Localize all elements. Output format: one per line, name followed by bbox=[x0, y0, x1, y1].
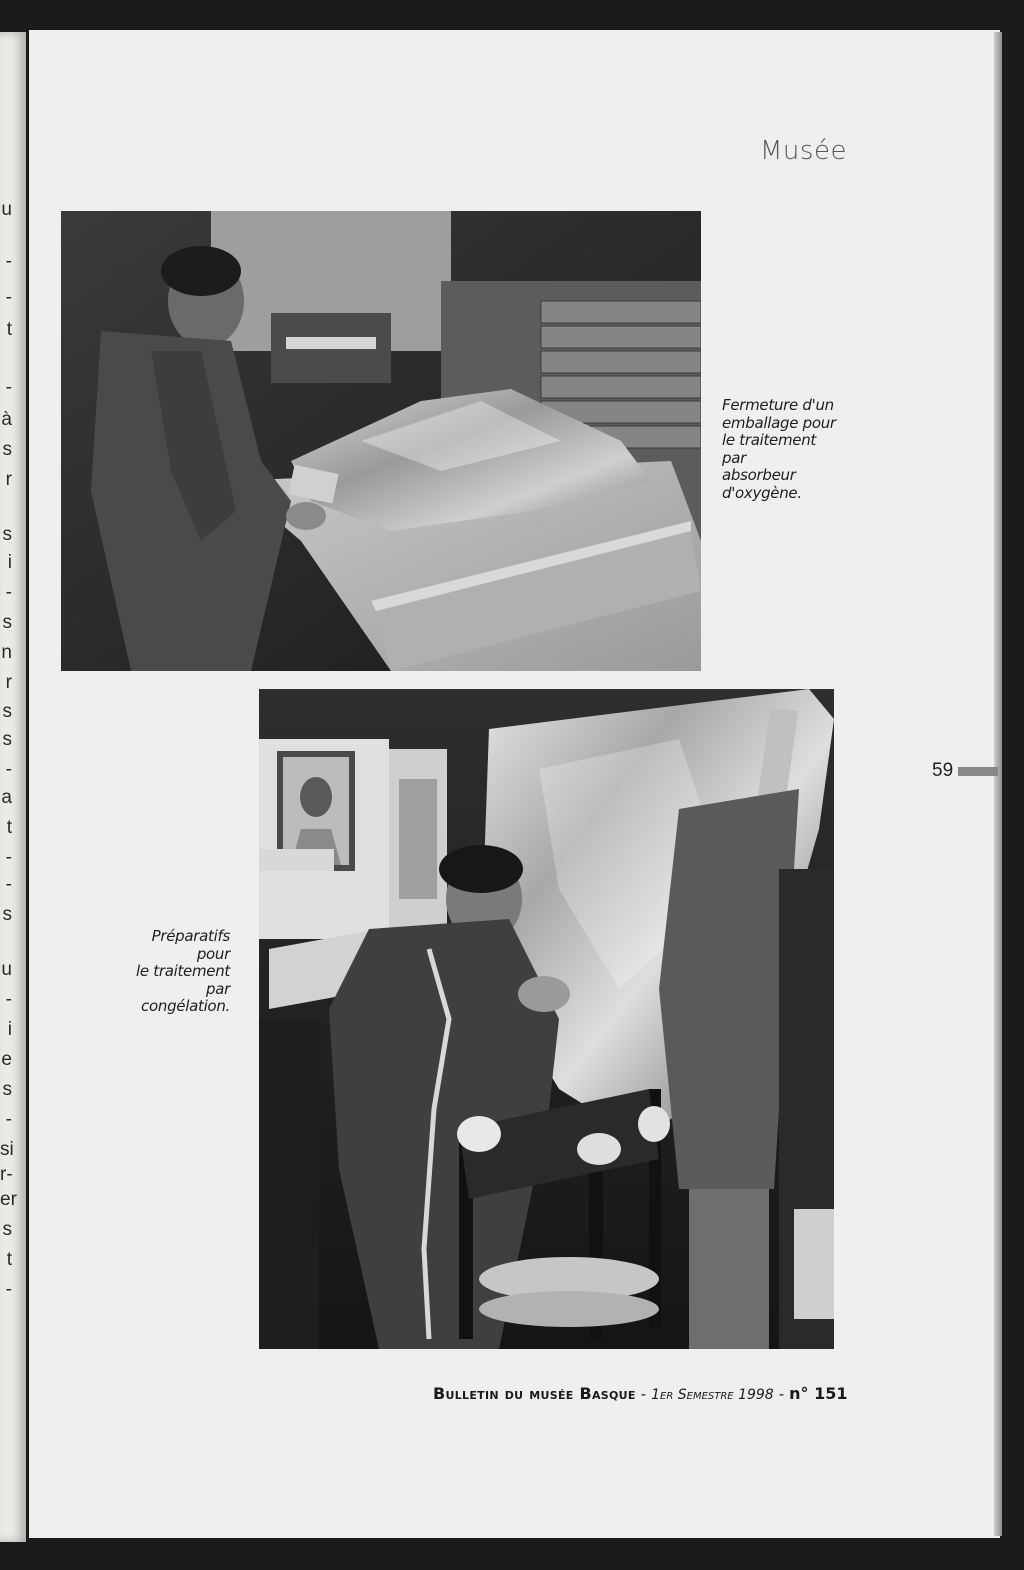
prev-page-glyph: - bbox=[5, 582, 12, 603]
footer-separator: - bbox=[640, 1385, 647, 1403]
footer-separator: - bbox=[778, 1385, 785, 1403]
prev-page-glyph: t bbox=[6, 817, 12, 838]
caption-line: Préparatifs bbox=[151, 927, 230, 945]
section-title: Musée bbox=[760, 136, 847, 166]
prev-page-glyph: si bbox=[0, 1139, 14, 1160]
prev-page-glyph: n bbox=[1, 642, 12, 663]
prev-page-glyph: e bbox=[1, 1049, 12, 1070]
footer-running-title bbox=[433, 1384, 847, 1403]
prev-page-glyph: t bbox=[6, 1249, 12, 1270]
bleed-through-text bbox=[705, 228, 835, 312]
prev-page-glyph: s bbox=[2, 439, 12, 460]
caption-line: Fermeture d'un bbox=[722, 396, 834, 414]
prev-page-glyph: - bbox=[5, 759, 12, 780]
caption-line: emballage pour bbox=[722, 413, 836, 432]
prev-page-glyph: s bbox=[2, 1079, 12, 1100]
prev-page-glyph: s bbox=[2, 904, 12, 925]
prev-page-glyph: - bbox=[5, 847, 12, 868]
prev-page-glyph: a bbox=[1, 787, 12, 808]
prev-page-glyph: s bbox=[2, 612, 12, 633]
caption-line: le traitement par bbox=[722, 431, 817, 467]
footer-semester: 1er Semestre 1998 bbox=[651, 1387, 774, 1403]
prev-page-glyph: t bbox=[6, 319, 12, 340]
prev-page-glyph: r bbox=[5, 469, 12, 490]
caption-line: pour bbox=[196, 944, 230, 963]
photo-packing-oxygen-absorber bbox=[61, 211, 701, 671]
prev-page-glyph: r- bbox=[0, 1164, 13, 1185]
prev-page-glyph: s bbox=[2, 701, 12, 722]
footer-journal-title: Bulletin du musée Basque bbox=[433, 1384, 636, 1403]
prev-page-glyph: - bbox=[5, 377, 12, 398]
prev-page-glyph: - bbox=[5, 1109, 12, 1130]
caption-line: absorbeur bbox=[722, 466, 796, 484]
prev-page-glyph: er bbox=[0, 1189, 17, 1210]
footer-issue-number: n° 151 bbox=[789, 1384, 848, 1403]
prev-page-glyph: - bbox=[5, 989, 12, 1010]
prev-page-glyph: - bbox=[5, 287, 12, 308]
page-number: 59 bbox=[932, 760, 954, 781]
prev-page-glyph: u bbox=[1, 199, 12, 220]
prev-page-glyph: u bbox=[1, 959, 12, 980]
previous-page-edge bbox=[0, 32, 26, 1542]
prev-page-glyph: r bbox=[5, 672, 12, 693]
prev-page-glyph: - bbox=[5, 251, 12, 272]
caption-line: le traitement bbox=[135, 962, 230, 980]
caption-line: congélation. bbox=[141, 997, 230, 1015]
caption-line: par bbox=[206, 979, 230, 998]
page-number-tab bbox=[958, 767, 998, 776]
prev-page-glyph: à bbox=[1, 409, 12, 430]
caption-freezing bbox=[130, 928, 230, 1016]
caption-line: d'oxygène. bbox=[722, 483, 802, 502]
photo-freezing-preparation bbox=[259, 689, 834, 1349]
prev-page-glyph: s bbox=[2, 729, 12, 750]
prev-page-glyph: s bbox=[2, 524, 12, 545]
caption-oxygen-absorber bbox=[722, 397, 840, 502]
prev-page-glyph: i bbox=[7, 552, 12, 573]
prev-page-glyph: i bbox=[7, 1019, 12, 1040]
page-edge bbox=[994, 32, 1002, 1536]
prev-page-glyph: s bbox=[2, 1219, 12, 1240]
prev-page-glyph: - bbox=[5, 874, 12, 895]
prev-page-glyph: - bbox=[5, 1279, 12, 1300]
